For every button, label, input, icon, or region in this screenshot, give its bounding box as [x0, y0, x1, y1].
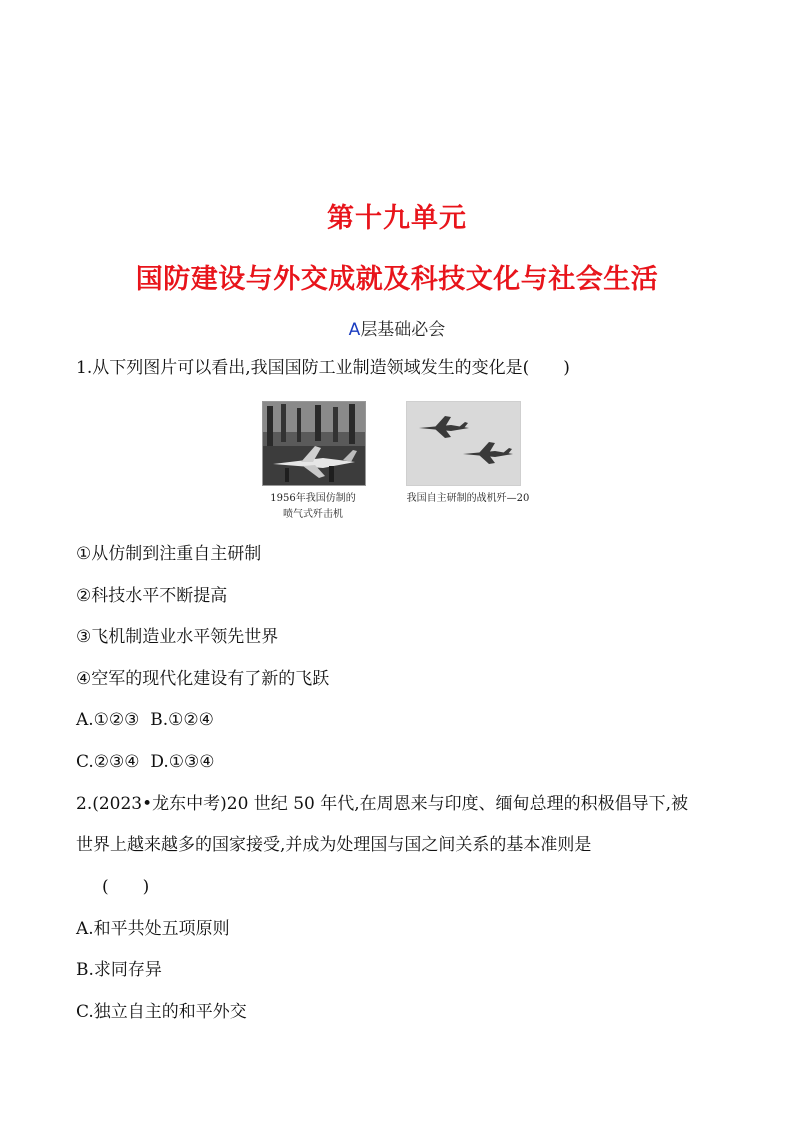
figure-j20-photo: [406, 401, 521, 486]
figure-1956-jet-photo: [262, 401, 366, 486]
level-accent: A: [348, 320, 361, 340]
question-2-answer-blank: ( ): [102, 877, 150, 897]
figure-1-caption-line-2: 喷气式歼击机: [283, 509, 343, 520]
question-1-statement-4: ④空军的现代化建设有了新的飞跃: [76, 669, 330, 689]
question-2-option-b: B.求同存异: [76, 960, 162, 980]
figure-1-caption-line-1: 1956年我国仿制的: [270, 493, 356, 504]
question-1-statement-2: ②科技水平不断提高: [76, 586, 228, 606]
question-1-statement-1: ①从仿制到注重自主研制: [76, 544, 262, 564]
question-2-option-c: C.独立自主的和平外交: [76, 1002, 247, 1022]
question-2-option-a: A.和平共处五项原则: [76, 919, 230, 939]
level-heading: [0, 315, 794, 340]
question-1-statement-3: ③飞机制造业水平领先世界: [76, 627, 279, 647]
question-2-stem-line-2: 世界上越来越多的国家接受,并成为处理国与国之间关系的基本准则是: [76, 835, 592, 855]
unit-title: 第十九单元: [327, 203, 467, 234]
figure-2-caption: 我国自主研制的战机歼—20: [406, 493, 530, 504]
level-label: 层基础必会: [360, 320, 446, 340]
question-1-options-ab: A.①②③ B.①②④: [76, 710, 214, 730]
unit-subtitle: 国防建设与外交成就及科技文化与社会生活: [135, 264, 659, 295]
question-1-stem: 1.从下列图片可以看出,我国国防工业制造领域发生的变化是( ): [76, 358, 570, 378]
question-1-options-cd: C.②③④ D.①③④: [76, 752, 215, 772]
question-2-stem-line-1: 2.(2023•龙东中考)20 世纪 50 年代,在周恩来与印度、缅甸总理的积极倡导下,被: [76, 794, 689, 814]
